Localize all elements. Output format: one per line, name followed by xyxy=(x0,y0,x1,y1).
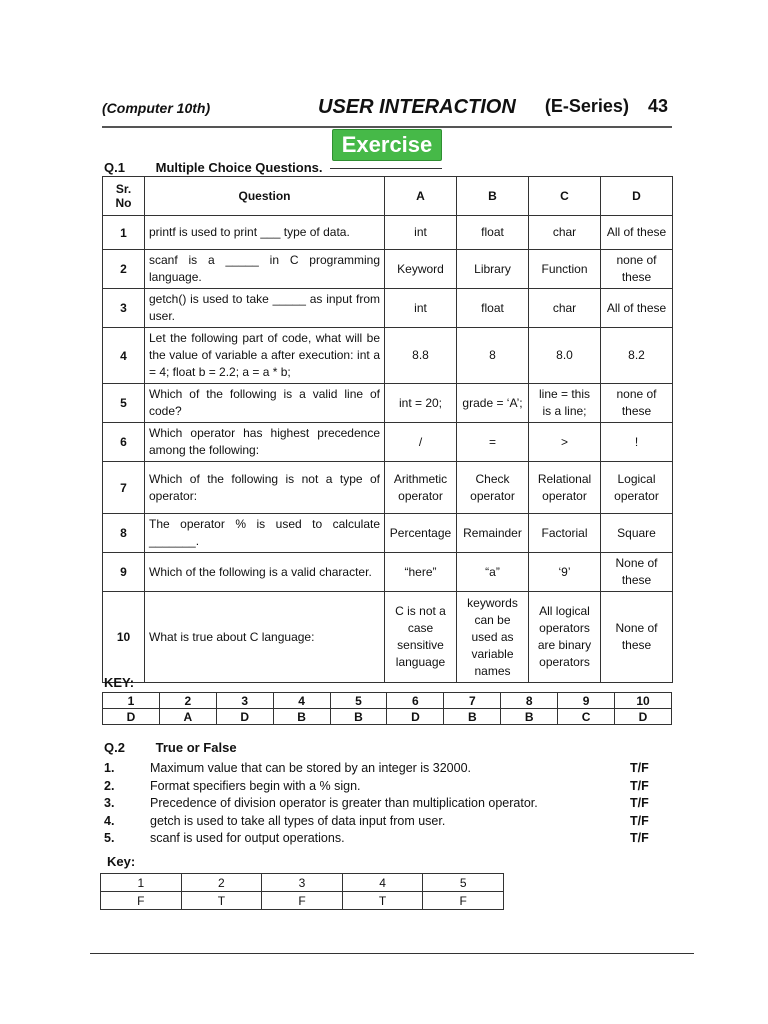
option-c: line = this is a line; xyxy=(529,384,601,423)
item-number: 2. xyxy=(104,778,115,793)
col-c: C xyxy=(529,177,601,216)
q2-number: Q.2 xyxy=(104,740,125,755)
item-text: scanf is used for output operations. xyxy=(150,831,345,846)
key-answer: D xyxy=(216,709,273,725)
table-row xyxy=(103,423,673,462)
list-item xyxy=(104,796,664,814)
option-b: float xyxy=(457,289,529,328)
row-sr: 3 xyxy=(103,289,145,328)
table-row xyxy=(103,514,673,553)
q2-heading xyxy=(104,740,237,755)
key-number: 2 xyxy=(159,693,216,709)
key-answer: D xyxy=(387,709,444,725)
table-row xyxy=(103,384,673,423)
key-number: 9 xyxy=(558,693,615,709)
option-b: Library xyxy=(457,250,529,289)
row-sr: 8 xyxy=(103,514,145,553)
option-a: Keyword xyxy=(385,250,457,289)
list-item xyxy=(104,761,664,779)
option-c: 8.0 xyxy=(529,328,601,384)
mcq-header-row xyxy=(103,177,673,216)
item-tf: T/F xyxy=(630,796,649,811)
item-tf: T/F xyxy=(630,813,649,828)
col-b: B xyxy=(457,177,529,216)
tf-answer-key xyxy=(100,873,504,910)
item-number: 5. xyxy=(104,831,115,846)
option-c: > xyxy=(529,423,601,462)
item-number: 1. xyxy=(104,761,115,775)
page-header xyxy=(102,96,672,128)
table-row xyxy=(103,553,673,592)
series-page xyxy=(531,96,668,117)
row-question: Which of the following is a valid character. xyxy=(145,553,385,592)
option-a: Arithmetic operator xyxy=(385,462,457,514)
row-question: scanf is a _____ in C programming language. xyxy=(145,250,385,289)
item-text: Format specifiers begin with a % sign. xyxy=(150,778,361,793)
item-tf: T/F xyxy=(630,761,649,775)
key-number-row xyxy=(101,874,504,892)
key-number: 6 xyxy=(387,693,444,709)
row-sr: 5 xyxy=(103,384,145,423)
option-d: Logical operator xyxy=(601,462,673,514)
key-answer: T xyxy=(181,892,262,910)
item-text: Precedence of division operator is greater than multiplication operator. xyxy=(150,796,538,811)
row-sr: 6 xyxy=(103,423,145,462)
option-c: char xyxy=(529,289,601,328)
row-question: The operator % is used to calculate _______. xyxy=(145,514,385,553)
key-answer: A xyxy=(159,709,216,725)
row-sr: 10 xyxy=(103,592,145,683)
option-d: None of these xyxy=(601,592,673,683)
table-row xyxy=(103,592,673,683)
option-a: “here” xyxy=(385,553,457,592)
key-answer-row xyxy=(101,892,504,910)
key-number: 3 xyxy=(262,874,343,892)
row-question: getch() is used to take _____ as input from user. xyxy=(145,289,385,328)
option-d: None of these xyxy=(601,553,673,592)
key-number: 5 xyxy=(330,693,387,709)
key-number: 4 xyxy=(273,693,330,709)
row-sr: 1 xyxy=(103,216,145,250)
option-b: float xyxy=(457,216,529,250)
key-answer: C xyxy=(558,709,615,725)
row-sr: 2 xyxy=(103,250,145,289)
row-sr: 4 xyxy=(103,328,145,384)
item-text: Maximum value that can be stored by an integer is 32000. xyxy=(150,761,472,775)
title-underline xyxy=(330,168,442,169)
option-b: Remainder xyxy=(457,514,529,553)
key-answer: B xyxy=(501,709,558,725)
row-question: Which operator has highest precedence among the following: xyxy=(145,423,385,462)
option-d: none of these xyxy=(601,250,673,289)
row-question: What is true about C language: xyxy=(145,592,385,683)
item-number: 3. xyxy=(104,796,115,811)
key-answer: B xyxy=(444,709,501,725)
item-number: 4. xyxy=(104,813,115,828)
key-answer: F xyxy=(101,892,182,910)
key-answer: F xyxy=(423,892,504,910)
option-c: char xyxy=(529,216,601,250)
row-question: Let the following part of code, what will be the value of variable a after execution: int a = 4; float b = 2.2; a = a * b; xyxy=(145,328,385,384)
col-question: Question xyxy=(145,177,385,216)
option-a: int xyxy=(385,289,457,328)
table-row xyxy=(103,216,673,250)
q1-heading xyxy=(104,160,442,175)
mcq-answer-key xyxy=(102,692,672,725)
option-d: All of these xyxy=(601,216,673,250)
option-c: ‘9’ xyxy=(529,553,601,592)
option-c: Factorial xyxy=(529,514,601,553)
key-answer: B xyxy=(273,709,330,725)
option-b: 8 xyxy=(457,328,529,384)
option-d: none of these xyxy=(601,384,673,423)
option-d: 8.2 xyxy=(601,328,673,384)
option-b: “a” xyxy=(457,553,529,592)
item-text: getch is used to take all types of data input from user. xyxy=(150,813,446,828)
col-a: A xyxy=(385,177,457,216)
list-item xyxy=(104,779,664,797)
option-a: int = 20; xyxy=(385,384,457,423)
table-row xyxy=(103,462,673,514)
option-d: All of these xyxy=(601,289,673,328)
table-row xyxy=(103,289,673,328)
row-question: Which of the following is a valid line of code? xyxy=(145,384,385,423)
table-row xyxy=(103,328,673,384)
key-number: 8 xyxy=(501,693,558,709)
key-number: 2 xyxy=(181,874,262,892)
col-sr-no: Sr. No xyxy=(103,177,145,216)
key-answer: T xyxy=(342,892,423,910)
row-question: Which of the following is not a type of operator: xyxy=(145,462,385,514)
key-answer: D xyxy=(103,709,160,725)
key-number: 1 xyxy=(101,874,182,892)
option-a: C is not a case sensitive language xyxy=(385,592,457,683)
table-row xyxy=(103,250,673,289)
book-title: (Computer 10th) xyxy=(102,100,211,116)
footer-divider xyxy=(90,953,694,954)
key-number-row xyxy=(103,693,672,709)
q1-number: Q.1 xyxy=(104,160,125,175)
chapter-title: USER INTERACTION xyxy=(318,96,516,118)
series-label: (E-Series) xyxy=(544,96,629,116)
list-item xyxy=(104,831,664,849)
option-a: 8.8 xyxy=(385,328,457,384)
key-number: 10 xyxy=(615,693,672,709)
page-number: 43 xyxy=(647,96,668,116)
row-sr: 7 xyxy=(103,462,145,514)
option-b: keywords can be used as variable names xyxy=(457,592,529,683)
key-answer: B xyxy=(330,709,387,725)
true-false-list xyxy=(104,761,664,849)
option-a: / xyxy=(385,423,457,462)
row-question: printf is used to print ___ type of data. xyxy=(145,216,385,250)
option-d: ! xyxy=(601,423,673,462)
key1-label: KEY: xyxy=(104,675,135,690)
item-tf: T/F xyxy=(630,831,649,846)
key-number: 7 xyxy=(444,693,501,709)
option-a: int xyxy=(385,216,457,250)
item-tf: T/F xyxy=(630,778,649,793)
key-number: 4 xyxy=(342,874,423,892)
row-sr: 9 xyxy=(103,553,145,592)
q2-title: True or False xyxy=(155,740,237,755)
key-number: 1 xyxy=(103,693,160,709)
option-c: Relational operator xyxy=(529,462,601,514)
option-c: All logical operators are binary operators xyxy=(529,592,601,683)
option-b: grade = ‘A’; xyxy=(457,384,529,423)
option-b: = xyxy=(457,423,529,462)
col-d: D xyxy=(601,177,673,216)
key-answer: D xyxy=(615,709,672,725)
key-answer: F xyxy=(262,892,343,910)
option-d: Square xyxy=(601,514,673,553)
exercise-banner: Exercise xyxy=(332,129,442,161)
key-answer-row xyxy=(103,709,672,725)
key-number: 5 xyxy=(423,874,504,892)
option-c: Function xyxy=(529,250,601,289)
option-b: Check operator xyxy=(457,462,529,514)
key-number: 3 xyxy=(216,693,273,709)
mcq-table xyxy=(102,176,673,683)
key2-label: Key: xyxy=(107,854,136,869)
option-a: Percentage xyxy=(385,514,457,553)
q1-title: Multiple Choice Questions. xyxy=(155,160,323,175)
list-item xyxy=(104,814,664,832)
